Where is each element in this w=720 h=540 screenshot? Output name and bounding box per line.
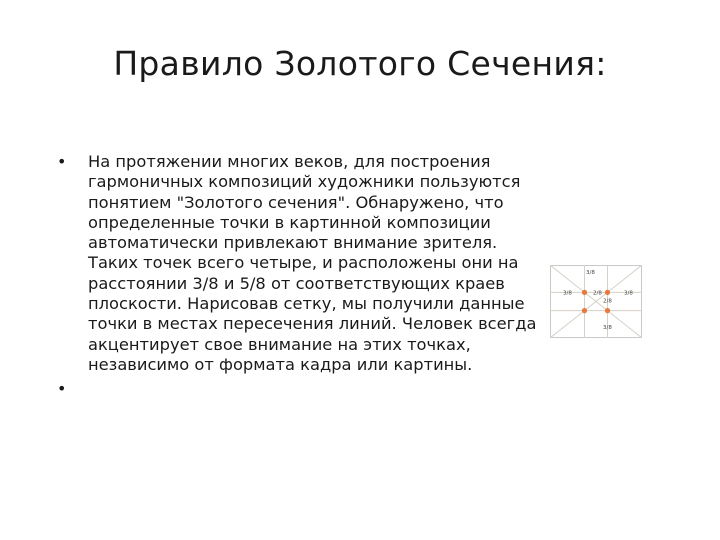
grid-label-top: 3/8 <box>586 270 595 276</box>
golden-section-grid-figure <box>550 265 642 338</box>
slide-title: Правило Золотого Сечения: <box>113 44 607 83</box>
golden-point-dot <box>582 290 587 295</box>
grid-label-center-below: 2/8 <box>603 298 612 305</box>
grid-label-bottom: 3/8 <box>603 325 612 331</box>
golden-point-dot <box>605 290 610 295</box>
bullet-marker: • <box>57 379 67 399</box>
golden-point-dot <box>605 308 610 313</box>
bullet-marker: • <box>57 152 67 171</box>
bullet-list <box>54 152 544 403</box>
grid-label-right: 3/8 <box>624 290 633 297</box>
grid-label-left: 3/8 <box>563 290 572 297</box>
bullet-item <box>54 152 544 375</box>
bullet-text: На протяжении многих веков, для построения гармоничных композиций художники пользуются понятием "Золотого сечения". Обнаружено, что определенные точки в картинной композиции автоматически привлекают внимание зрителя. Таких точек всего четыре, и расположены они на расстоянии 3/8 и 5/8 от соответствующих краев плоскости. Нарисовав сетку, мы получили данные точки в местах пересечения линий. Человек всегда акцентирует свое внимание на этих точках, независимо от формата кадра или картины. <box>88 152 537 374</box>
grid-label-center: 2/8 <box>593 290 602 297</box>
golden-point-dot <box>582 308 587 313</box>
bullet-item-empty <box>54 379 544 399</box>
